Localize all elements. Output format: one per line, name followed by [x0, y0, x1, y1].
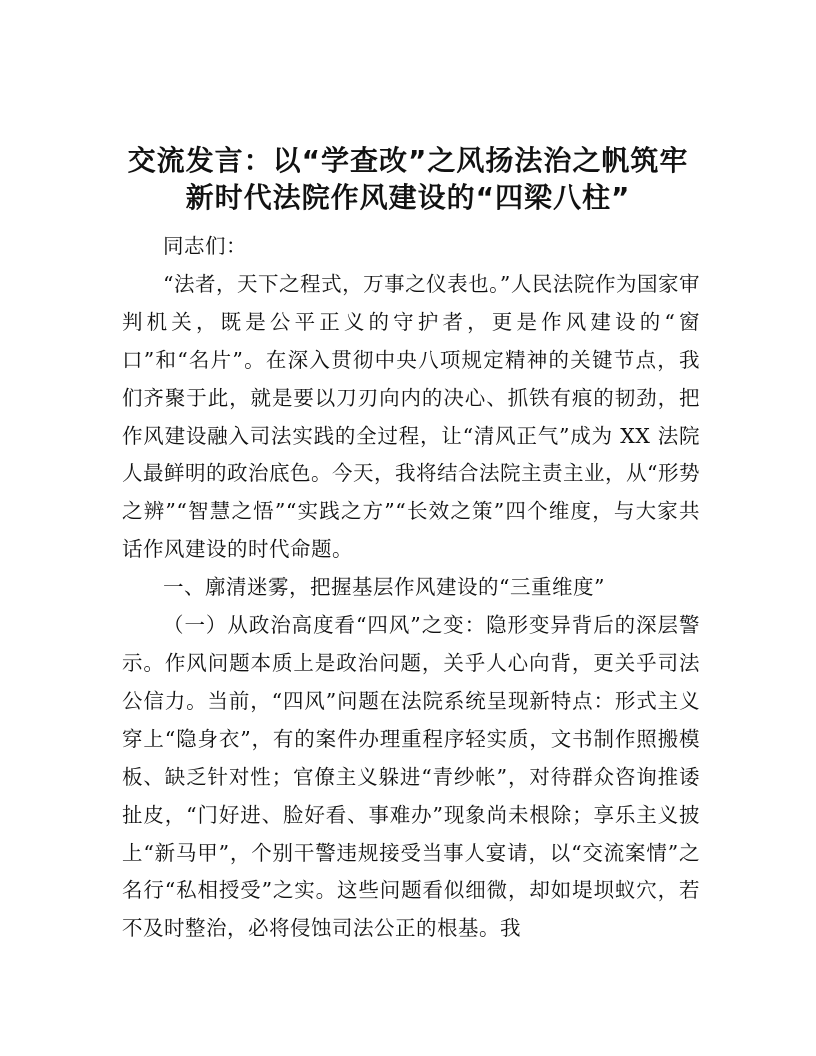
paragraph-subsection-1: （一）从政治高度看“四风”之变：隐形变异背后的深层警示。作风问题本质上是政治问题，关乎人心向背，更关乎司法公信力。当前，“四风”问题在法院系统呈现新特点：形式主义穿上“隐身衣”，有的案件办理重程序轻实质，文书制作照搬模板、缺乏针对性；官僚主义躲进“青纱帐”，对待群众咨询推诿扯皮，“门好进、脸好看、事难办”现象尚未根除；享乐主义披上“新马甲”，个别干警违规接受当事人宴请，以“交流案情”之名行“私相授受”之实。这些问题看似细微，却如堤坝蚁穴，若不及时整治，必将侵蚀司法公正的根基。我 — [122, 613, 700, 941]
document-title-line-2: 新时代法院作风建设的“四梁八柱” — [185, 181, 631, 214]
paragraph-intro: “法者，天下之程式，万事之仪表也。”人民法院作为国家审判机关，既是公平正义的守护者，更是作风建设的“窗口”和“名片”。在深入贯彻中央八项规定精神的关键节点，我们齐聚于此，就是要以刀刃向内的决心、抓铁有痕的韧劲，把作风建设融入司法实践的全过程，让“清风正气”成为 XX 法院人最鲜明的政治底色。今天，我将结合法院主责主业，从“形势之辨”“智慧之悟”“实践之方”“长效之策”四个维度，与大家共话作风建设的时代命题。 — [122, 271, 700, 562]
section-heading-1: 一、廓清迷雾，把握基层作风建设的“三重维度” — [163, 575, 605, 600]
greeting: 同志们： — [163, 234, 247, 258]
document-body — [122, 228, 700, 948]
document-title-line-1: 交流发言：以“学查改”之风扬法治之帆筑牢 — [127, 144, 689, 177]
